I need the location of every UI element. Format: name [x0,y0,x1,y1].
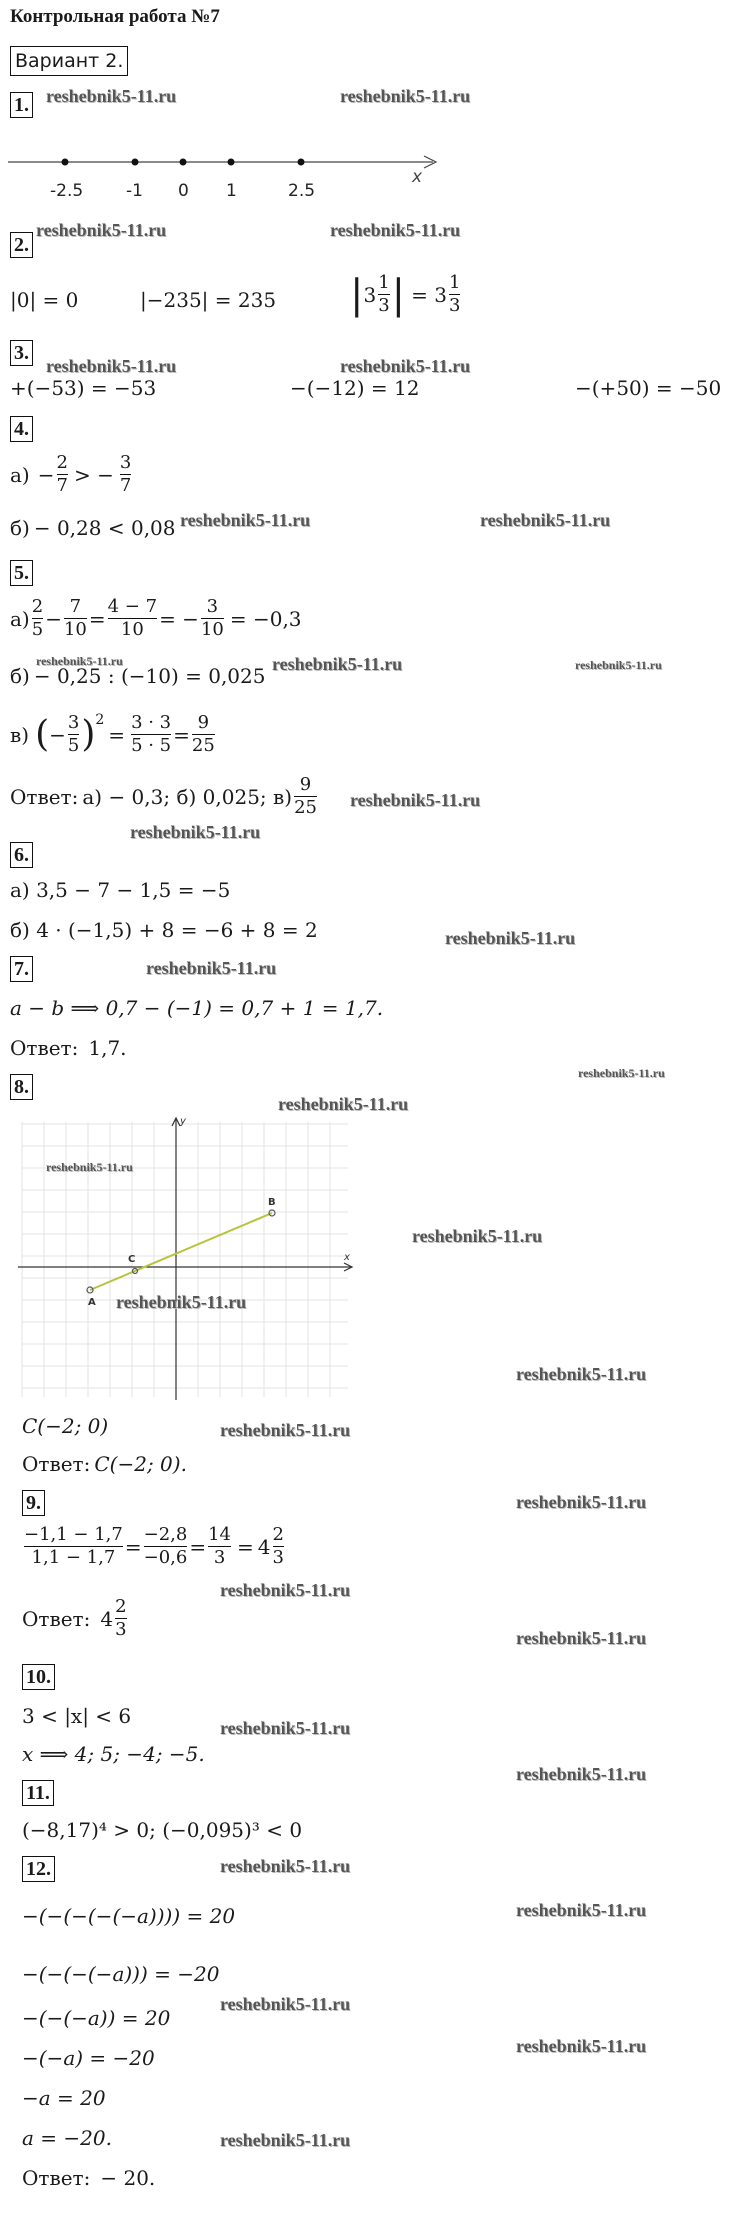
watermark: reshebnik5-11.ru [278,1094,409,1114]
task-5-number: 5. [10,560,33,586]
expression: (−8,17)⁴ > 0; (−0,095)³ < 0 [22,1818,303,1842]
watermark: reshebnik5-11.ru [516,1628,647,1648]
answer: Ответ: − 20. [22,2166,156,2190]
watermark: reshebnik5-11.ru [480,510,611,530]
answer: Ответ: 1,7. [10,1036,127,1060]
watermark: reshebnik5-11.ru [272,654,403,674]
expression: |0| = 0 [10,288,79,312]
answer: Ответ: C(−2; 0). [22,1452,187,1476]
expression: −a = 20 [22,2086,106,2110]
watermark: reshebnik5-11.ru [578,1066,665,1080]
expression: −(−12) = 12 [290,376,420,400]
axis-y-label: y [180,1116,186,1127]
expression: a = −20. [22,2126,112,2150]
watermark: reshebnik5-11.ru [516,1492,647,1512]
watermark: reshebnik5-11.ru [445,928,576,948]
watermark: reshebnik5-11.ru [340,356,471,376]
watermark: reshebnik5-11.ru [220,1580,351,1600]
task-7-number: 7. [10,956,33,982]
point-label: -1 [126,181,143,201]
watermark: reshebnik5-11.ru [46,86,177,106]
label-b: B [268,1197,276,1208]
watermark: reshebnik5-11.ru [36,654,123,668]
watermark: reshebnik5-11.ru [46,356,177,376]
task-1-number: 1. [10,92,33,118]
expression: б) 4 · (−1,5) + 8 = −6 + 8 = 2 [10,918,318,942]
answer: Ответ: а) − 0,3; б) 0,025; в) $\frac{9}{25}$ [10,774,317,818]
point-label: 1 [226,181,237,201]
task-4-number: 4. [10,416,33,442]
expression: −(+50) = −50 [575,376,722,400]
axis-label: x [412,167,423,187]
expression: а) $\frac{2}{5}$ − $\frac{7}{10}$ = $\frac{4 - 7}{10}$ = − $\frac{3}{10}$ = −0,3 [10,596,302,640]
watermark: reshebnik5-11.ru [516,1364,647,1384]
expression: −(−a) = −20 [22,2046,155,2070]
task-9-number: 9. [22,1490,45,1516]
expression: −(−(−a)) = 20 [22,2006,171,2030]
task-11-number: 11. [22,1780,54,1806]
point-label: -2.5 [50,181,84,201]
point-label: 0 [178,181,189,201]
page-title: Контрольная работа №7 [10,6,220,27]
watermark: reshebnik5-11.ru [146,958,277,978]
expression: 3 < |x| < 6 [22,1704,132,1728]
watermark: reshebnik5-11.ru [220,1994,351,2014]
expression: a − b ⟹ 0,7 − (−1) = 0,7 + 1 = 1,7. [10,996,384,1020]
watermark: reshebnik5-11.ru [350,790,481,810]
coordinate-plane [14,1112,354,1402]
expression: x ⟹ 4; 5; −4; −5. [22,1742,205,1766]
watermark: reshebnik5-11.ru [516,2036,647,2056]
expression: б) − 0,28 < 0,08 [10,516,176,540]
axis-x-label: x [344,1252,350,1263]
label-c: C [128,1254,136,1265]
task-8-number: 8. [10,1074,33,1100]
watermark: reshebnik5-11.ru [220,1856,351,1876]
watermark: reshebnik5-11.ru [180,510,311,530]
answer: Ответ: 4 $\frac{2}{3}$ [22,1596,127,1640]
watermark: reshebnik5-11.ru [220,1718,351,1738]
expression: | 3 $\frac{1}{3}$ | = 3 $\frac{1}{3}$ [350,271,461,318]
task-6-number: 6. [10,842,33,868]
watermark: reshebnik5-11.ru [575,658,662,672]
task-3-number: 3. [10,340,33,366]
point-label: 2.5 [288,181,316,201]
expression: б) − 0,25 : (−10) = 0,025 [10,664,266,688]
watermark: reshebnik5-11.ru [130,822,261,842]
watermark: reshebnik5-11.ru [340,86,471,106]
expression: в) ( − $\frac{3}{5}$ ) $^2$ = $\frac{3 \cdot 3}{5 \cdot 5}$ = $\frac{9}{25}$ [10,712,215,756]
expression: −(−(−(−a))) = −20 [22,1962,220,1986]
task-2-number: 2. [10,232,33,258]
variant-label: Вариант 2. [10,46,128,76]
watermark: reshebnik5-11.ru [46,1160,133,1174]
number-line [8,148,448,218]
watermark: reshebnik5-11.ru [116,1292,247,1312]
label-a: A [88,1297,96,1308]
watermark: reshebnik5-11.ru [412,1226,543,1246]
expression: $\frac{-1,1 - 1,7}{1,1 - 1,7}$ = $\frac{-2,8}{-0,6}$ = $\frac{14}{3}$ = 4 $\frac{2}{3}$ [24,1524,284,1568]
watermark: reshebnik5-11.ru [330,220,461,240]
task-12-number: 12. [22,1856,55,1882]
expression: |−235| = 235 [140,288,277,312]
watermark: reshebnik5-11.ru [220,2130,351,2150]
expression: а) 3,5 − 7 − 1,5 = −5 [10,878,231,902]
watermark: reshebnik5-11.ru [516,1764,647,1784]
task-10-number: 10. [22,1664,55,1690]
expression: +(−53) = −53 [10,376,157,400]
watermark: reshebnik5-11.ru [220,1420,351,1440]
expression: C(−2; 0) [22,1414,109,1438]
watermark: reshebnik5-11.ru [36,220,167,240]
expression: −(−(−(−(−a)))) = 20 [22,1904,236,1928]
watermark: reshebnik5-11.ru [516,1900,647,1920]
expression: а) − $\frac{2}{7}$ > − $\frac{3}{7}$ [10,452,132,496]
